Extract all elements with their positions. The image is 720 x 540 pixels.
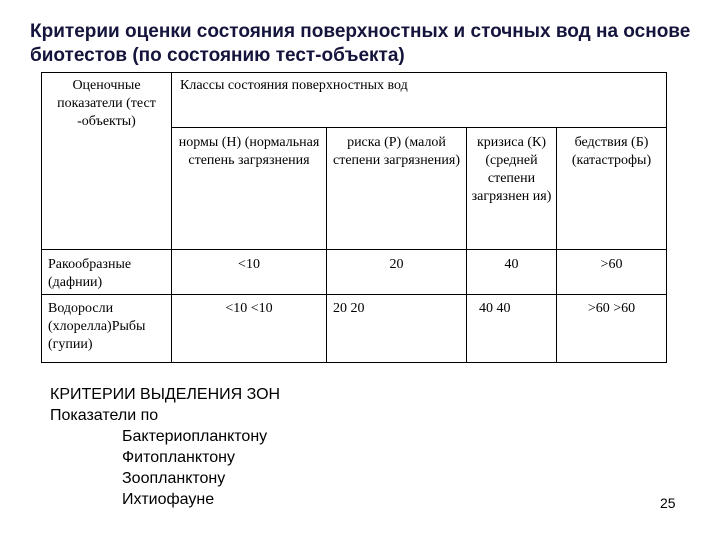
row-crustaceans-disaster: >60 bbox=[557, 250, 667, 295]
class-risk-header: риска (Р) (малой степени загрязнения) bbox=[327, 128, 467, 250]
row-crustaceans-risk: 20 bbox=[327, 250, 467, 295]
class-disaster-header: бедствия (Б) (катастрофы) bbox=[557, 128, 667, 250]
row-algae-fish-name: Водоросли (хлорелла)Рыбы (гупии) bbox=[42, 295, 172, 363]
row-algae-fish-risk: 20 20 bbox=[327, 295, 467, 363]
zone-item-bacterioplankton: Бактериопланктону bbox=[122, 428, 268, 445]
row-crustaceans-name: Ракообразные (дафнии) bbox=[42, 250, 172, 295]
row-crustaceans-norm: <10 bbox=[172, 250, 327, 295]
indicators-header: Оценочные показатели (тест -объекты) bbox=[42, 73, 172, 250]
row-algae-fish-disaster: >60 >60 bbox=[557, 295, 667, 363]
page-title: Критерии оценки состояния поверхностных и сточных вод на основе биотестов (по состоянию тест-объекта) bbox=[30, 21, 691, 66]
row-algae-fish-crisis: 40 40 bbox=[467, 295, 557, 363]
zones-intro: Показатели по bbox=[50, 407, 159, 424]
zone-item-phytoplankton: Фитопланктону bbox=[122, 449, 235, 466]
row-algae-fish-norm: <10 <10 bbox=[172, 295, 327, 363]
classes-header: Классы состояния поверхностных вод bbox=[172, 73, 667, 128]
page-number: 25 bbox=[660, 495, 676, 511]
zone-item-ichthyofauna: Ихтиофауне bbox=[122, 491, 215, 508]
criteria-table bbox=[41, 72, 667, 363]
zones-block bbox=[50, 384, 280, 510]
zone-item-zooplankton: Зоопланктону bbox=[122, 470, 226, 487]
class-norm-header: нормы (Н) (нормальная степень загрязнения bbox=[172, 128, 327, 250]
zones-heading: КРИТЕРИИ ВЫДЕЛЕНИЯ ЗОН bbox=[50, 386, 281, 403]
class-crisis-header: кризиса (К) (средней степени загрязнен ия) bbox=[467, 128, 557, 250]
row-crustaceans-crisis: 40 bbox=[467, 250, 557, 295]
